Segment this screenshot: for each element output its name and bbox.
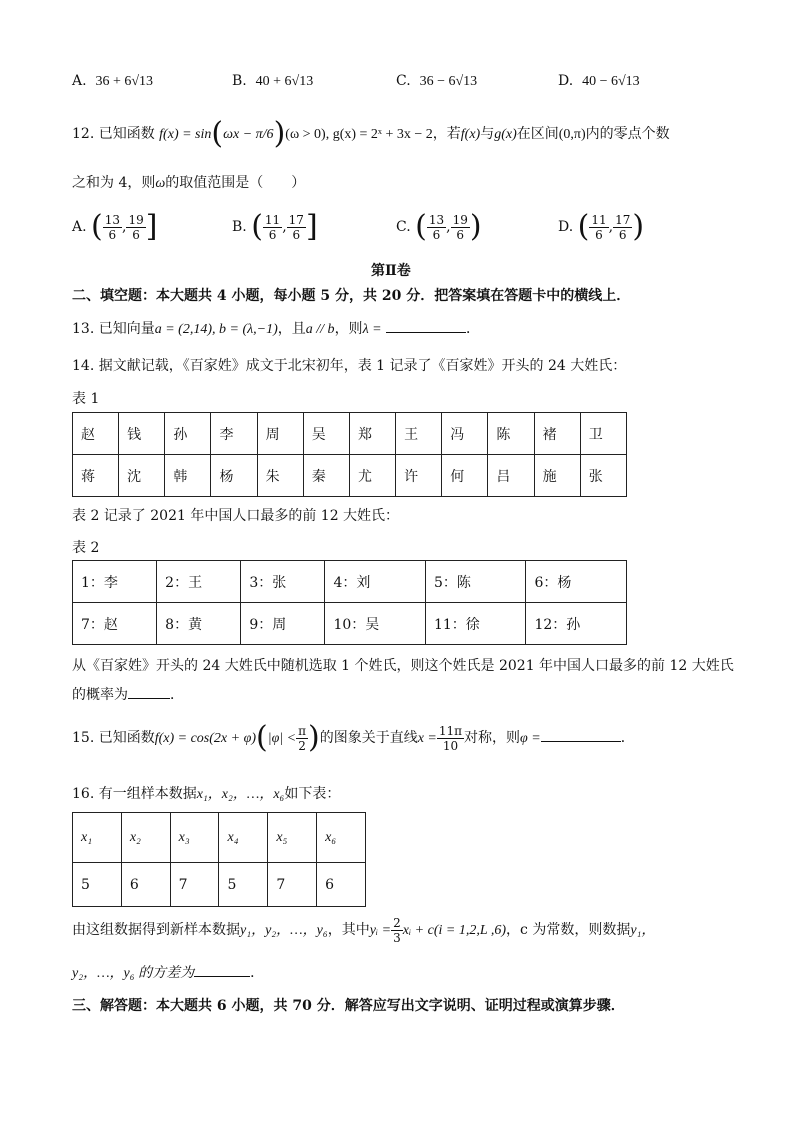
table-cell: 施 <box>534 455 580 497</box>
table-cell: 吕 <box>488 455 534 497</box>
table-cell: 何 <box>442 455 488 497</box>
table-cell: 9：周 <box>241 603 325 645</box>
table-cell: 5 <box>73 863 122 907</box>
sample-data-table <box>72 812 366 907</box>
table-cell: 朱 <box>257 455 303 497</box>
q15-stem: 15. 已知函数f(x) = cos(2x + φ)(|φ| < $\frac{\pi}{2}$ )的图象关于直线x = $\frac{11\pi}{10}$ 对称，则φ = ． <box>72 720 635 755</box>
table-cell: 吴 <box>303 413 349 455</box>
q12-option-b: B. ( $\frac{11}{6}$ , $\frac{17}{6}$ ] <box>232 209 318 244</box>
q16-line2: y₂，…，y₆ 的方差为 ． <box>72 965 265 981</box>
table-cell: 尤 <box>349 455 395 497</box>
table-cell: 冯 <box>442 413 488 455</box>
table-cell: 许 <box>396 455 442 497</box>
q13-stem: 13. 已知向量a = (2,14), b = (λ,−1)，且a // b，则λ = ． <box>72 321 481 337</box>
table-cell: 3：张 <box>241 561 325 603</box>
table-cell: 卫 <box>580 413 626 455</box>
table-cell: 张 <box>580 455 626 497</box>
table-cell: 7 <box>268 863 317 907</box>
q11-option-c: C. 36 − 6√13 <box>396 73 478 89</box>
table-cell: 孙 <box>165 413 211 455</box>
table-cell: 陈 <box>488 413 534 455</box>
table-cell: 2：王 <box>157 561 241 603</box>
q14-table1-label: 表 1 <box>72 391 100 407</box>
section-title: 第Ⅱ卷 <box>371 263 411 279</box>
q14-stem: 14. 据文献记载，《百家姓》成文于北宋初年，表 1 记录了《百家姓》开头的 24 大姓氏： <box>72 358 627 374</box>
q14-table2-intro: 表 2 记录了 2021 年中国人口最多的前 12 大姓氏： <box>72 508 400 524</box>
table-cell: 赵 <box>73 413 119 455</box>
table-cell: 12：孙 <box>526 603 627 645</box>
q11-option-d: D. 40 − 6√13 <box>558 73 640 89</box>
table-header: x₂ <box>121 813 170 863</box>
q13-answer-blank[interactable] <box>386 320 466 333</box>
q12-option-a: A. ( $\frac{13}{6}$ , $\frac{19}{6}$ ] <box>72 209 158 244</box>
table-cell: 韩 <box>165 455 211 497</box>
q16-answer-blank[interactable] <box>194 964 250 977</box>
table-cell: 4：刘 <box>325 561 425 603</box>
table-cell: 郑 <box>349 413 395 455</box>
table-cell: 11：徐 <box>425 603 525 645</box>
q12-stem-line2: 之和为 4，则ω的取值范围是（ ） <box>72 175 306 191</box>
q14-question-line1: 从《百家姓》开头的 24 大姓氏中随机选取 1 个姓氏，则这个姓氏是 2021 年中国人口最多的前 12 大姓氏 <box>72 658 734 674</box>
q14-answer-blank[interactable] <box>128 686 170 699</box>
q12-option-c: C. ( $\frac{13}{6}$ , $\frac{19}{6}$ ) <box>396 209 482 244</box>
table-cell: 5：陈 <box>425 561 525 603</box>
table-cell: 蒋 <box>73 455 119 497</box>
q16-line1: 由这组数据得到新样本数据y₁，y₂，…，y₆，其中yᵢ = $\frac{2}{3}$ xᵢ + c(i = 1,2,L ,6)，c 为常数，则数据y₁， <box>72 915 656 945</box>
table-header: x₁ <box>73 813 122 863</box>
table-cell: 5 <box>219 863 268 907</box>
q12-option-d: D. ( $\frac{11}{6}$ , $\frac{17}{6}$ ) <box>558 209 645 244</box>
part3-heading: 三、解答题：本大题共 6 小题，共 70 分．解答应写出文字说明、证明过程或演算步骤． <box>72 998 625 1014</box>
table-cell: 周 <box>257 413 303 455</box>
table-cell: 7 <box>170 863 219 907</box>
q12-stem-line1: 12. 已知函数 f(x) = sin(ωx − π/6)(ω > 0), g(x) = 2ˣ + 3x − 2，若f(x)与g(x)在区间(0,π)内的零点个数 <box>72 116 670 151</box>
q14-question-line2: 的概率为 ． <box>72 687 184 703</box>
table-cell: 6 <box>121 863 170 907</box>
table-cell: 沈 <box>119 455 165 497</box>
table-cell: 6：杨 <box>526 561 627 603</box>
table-cell: 钱 <box>119 413 165 455</box>
table-cell: 王 <box>396 413 442 455</box>
q11-option-a: A. 36 + 6√13 <box>72 73 154 89</box>
table-header: x₄ <box>219 813 268 863</box>
table-cell: 7：赵 <box>73 603 157 645</box>
table-cell: 8：黄 <box>157 603 241 645</box>
surname-table-1 <box>72 412 627 497</box>
table-cell: 秦 <box>303 455 349 497</box>
table-cell: 李 <box>211 413 257 455</box>
table-cell: 杨 <box>211 455 257 497</box>
q11-option-b: B. 40 + 6√13 <box>232 73 314 89</box>
table-cell: 6 <box>317 863 366 907</box>
table-cell: 褚 <box>534 413 580 455</box>
q16-stem: 16. 有一组样本数据x₁，x₂，…，x₆如下表： <box>72 786 341 802</box>
q14-table2-label: 表 2 <box>72 540 100 556</box>
q15-answer-blank[interactable] <box>541 729 621 742</box>
part2-heading: 二、填空题：本大题共 4 小题，每小题 5 分，共 20 分．把答案填在答题卡中的横线上． <box>72 288 631 304</box>
table-header: x₅ <box>268 813 317 863</box>
surname-table-2 <box>72 560 627 645</box>
table-cell: 1：李 <box>73 561 157 603</box>
table-cell: 10：吴 <box>325 603 425 645</box>
table-header: x₃ <box>170 813 219 863</box>
table-header: x₆ <box>317 813 366 863</box>
